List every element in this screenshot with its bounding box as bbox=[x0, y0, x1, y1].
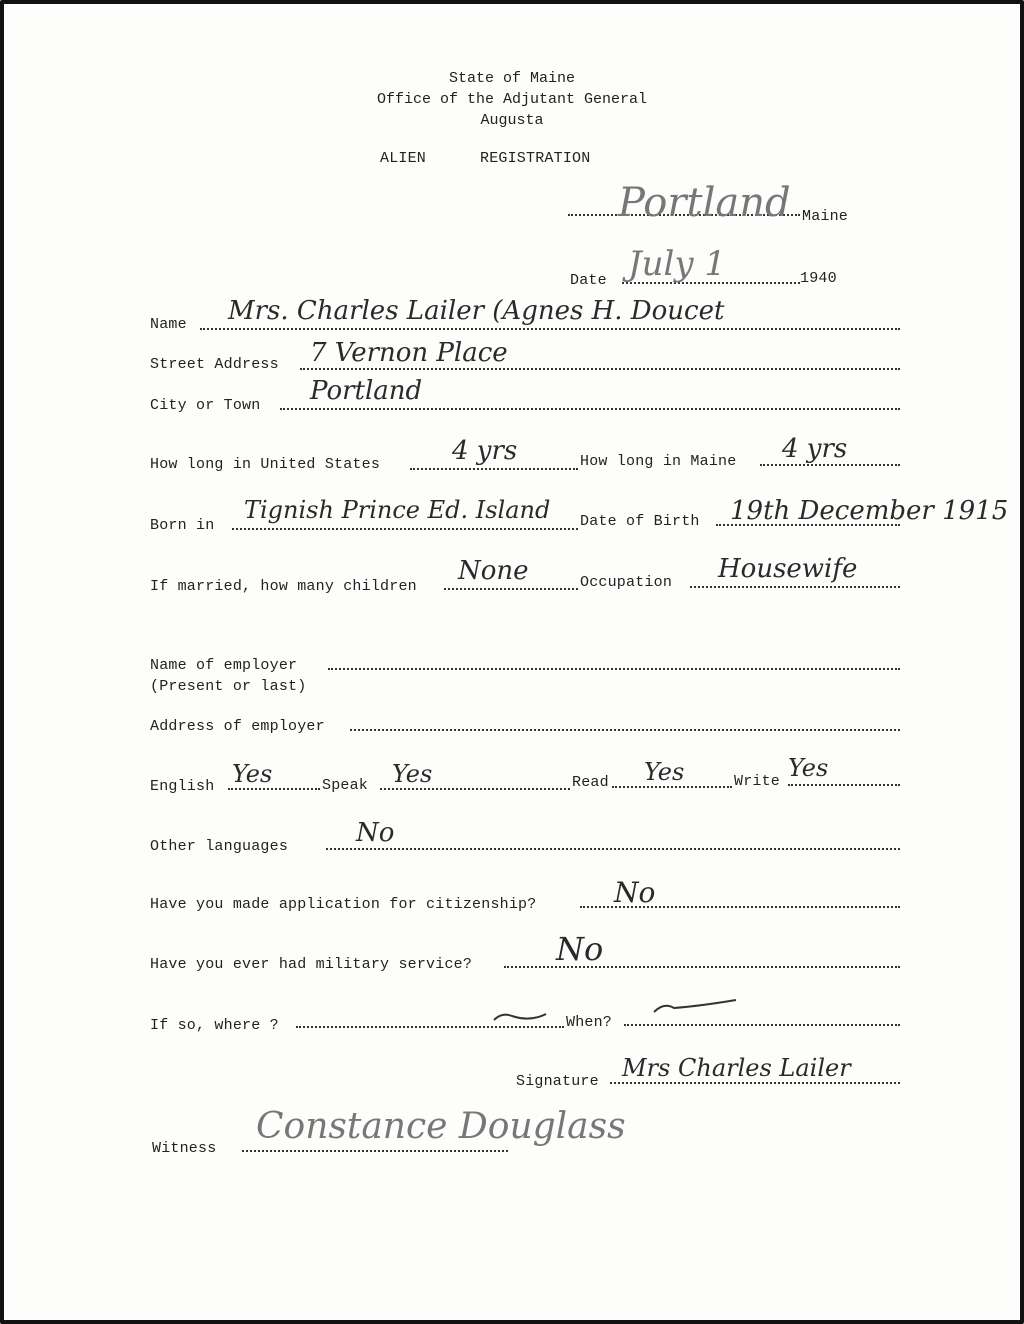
street-label: Street Address bbox=[150, 356, 279, 373]
signature-value: Mrs Charles Lailer bbox=[622, 1054, 851, 1082]
read-label: Read bbox=[572, 774, 609, 791]
english-label: English bbox=[150, 778, 215, 795]
place-suffix: Maine bbox=[802, 208, 849, 225]
name-label: Name bbox=[150, 316, 187, 333]
street-line bbox=[300, 368, 900, 370]
years-maine-line bbox=[760, 464, 900, 466]
employer-address-line bbox=[350, 729, 900, 731]
languages-value: No bbox=[356, 818, 395, 848]
speak-line bbox=[380, 788, 570, 790]
years-maine-label: How long in Maine bbox=[580, 453, 737, 470]
witness-value: Constance Douglass bbox=[256, 1106, 626, 1147]
military-label: Have you ever had military service? bbox=[150, 956, 473, 973]
date-value: July 1 bbox=[628, 244, 727, 284]
dob-label: Date of Birth bbox=[580, 513, 700, 530]
write-line bbox=[788, 784, 900, 786]
occupation-label: Occupation bbox=[580, 574, 673, 591]
write-label: Write bbox=[734, 773, 781, 790]
form-title-alien: ALIEN bbox=[380, 150, 427, 167]
years-maine-value: 4 yrs bbox=[782, 434, 848, 464]
english-value: Yes bbox=[232, 760, 273, 788]
employer-address-label: Address of employer bbox=[150, 718, 325, 735]
born-label: Born in bbox=[150, 517, 215, 534]
when-dash-mark bbox=[650, 994, 740, 1024]
years-us-label: How long in United States bbox=[150, 456, 381, 473]
speak-label: Speak bbox=[322, 777, 369, 794]
languages-label: Other languages bbox=[150, 838, 289, 855]
witness-line bbox=[242, 1150, 508, 1152]
employer-note: (Present or last) bbox=[150, 678, 307, 695]
form-title-registration: REGISTRATION bbox=[480, 150, 591, 167]
employer-label: Name of employer bbox=[150, 657, 298, 674]
date-year: 1940 bbox=[800, 270, 837, 287]
occupation-line bbox=[690, 586, 900, 588]
citizenship-label: Have you made application for citizenship? bbox=[150, 896, 537, 913]
place-value: Portland bbox=[618, 180, 791, 226]
city-value: Portland bbox=[310, 376, 423, 406]
when-label: When? bbox=[566, 1014, 613, 1031]
name-line bbox=[200, 328, 900, 330]
where-dash-mark bbox=[490, 1000, 550, 1030]
witness-label: Witness bbox=[152, 1140, 217, 1157]
born-value: Tignish Prince Ed. Island bbox=[244, 496, 551, 524]
when-line bbox=[624, 1024, 900, 1026]
english-line bbox=[228, 788, 320, 790]
date-label: Date bbox=[570, 272, 607, 289]
born-line bbox=[232, 528, 578, 530]
years-us-value: 4 yrs bbox=[452, 436, 518, 466]
occupation-value: Housewife bbox=[718, 554, 858, 584]
employer-line bbox=[328, 668, 900, 670]
name-value: Mrs. Charles Lailer (Agnes H. Doucet bbox=[228, 296, 725, 326]
where-label: If so, where ? bbox=[150, 1017, 279, 1034]
header-state: State of Maine bbox=[448, 70, 576, 87]
city-line bbox=[280, 408, 900, 410]
speak-value: Yes bbox=[392, 760, 433, 788]
street-value: 7 Vernon Place bbox=[310, 338, 508, 368]
read-value: Yes bbox=[644, 758, 685, 786]
header-office: Office of the Adjutant General bbox=[376, 91, 648, 108]
military-value: No bbox=[556, 930, 604, 968]
read-line bbox=[612, 786, 732, 788]
write-value: Yes bbox=[788, 754, 829, 782]
city-label: City or Town bbox=[150, 397, 261, 414]
children-line bbox=[444, 588, 578, 590]
years-us-line bbox=[410, 468, 578, 470]
signature-label: Signature bbox=[516, 1073, 599, 1090]
children-value: None bbox=[458, 556, 529, 586]
citizenship-value: No bbox=[614, 876, 656, 909]
header-city: Augusta bbox=[480, 112, 544, 129]
children-label: If married, how many children bbox=[150, 578, 417, 595]
dob-value: 19th December 1915 bbox=[730, 496, 1009, 526]
languages-line bbox=[326, 848, 900, 850]
signature-line bbox=[610, 1082, 900, 1084]
